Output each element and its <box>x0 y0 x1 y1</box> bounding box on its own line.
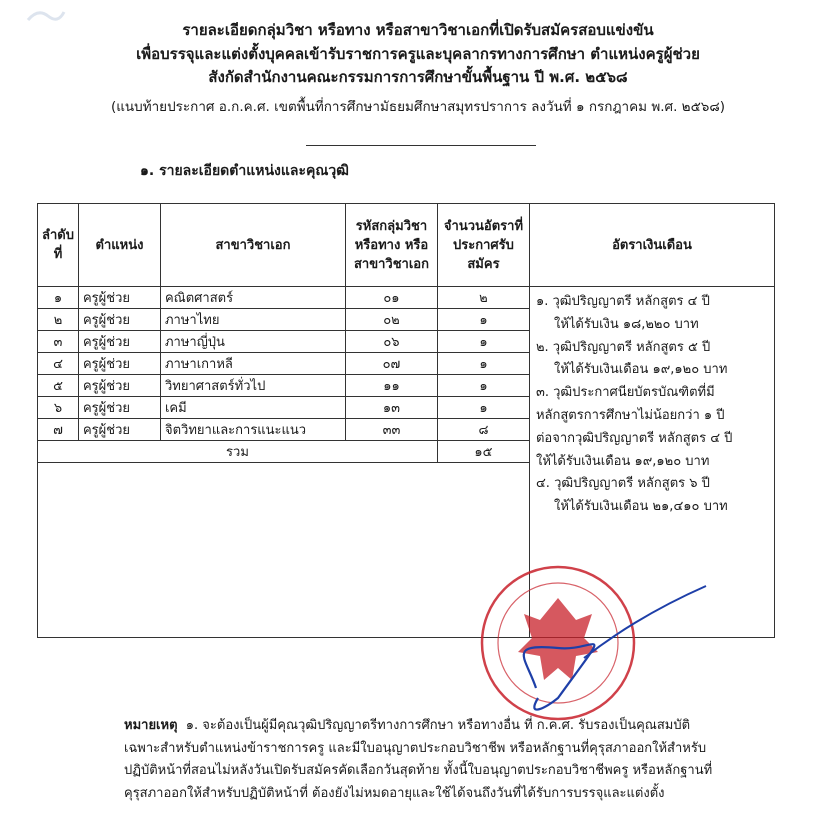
document-title-line-3: สังกัดสำนักงานคณะกรรมการการศึกษาขั้นพื้นฐาน ปี พ.ศ. ๒๕๖๘ <box>208 68 628 86</box>
cell-count: ๑ <box>437 331 529 353</box>
cell-count: ๑ <box>437 353 529 375</box>
document-title-line-1: รายละเอียดกลุ่มวิชา หรือทาง หรือสาขาวิชาเอกที่เปิดรับสมัครสอบแข่งขัน <box>182 21 654 39</box>
cell-major: ภาษาเกาหลี <box>160 353 345 375</box>
cell-code: ๐๑ <box>345 287 437 309</box>
cell-no: ๑ <box>38 287 79 309</box>
cell-position: ครูผู้ช่วย <box>78 375 160 397</box>
salary-line: ๑. วุฒิปริญญาตรี หลักสูตร ๔ ปี <box>535 294 710 309</box>
header-no: ลำดับที่ <box>38 204 79 287</box>
cell-count: ๑ <box>437 309 529 331</box>
cell-major: วิทยาศาสตร์ทั่วไป <box>160 375 345 397</box>
document-title-line-2: เพื่อบรรจุและแต่งตั้งบุคคลเข้ารับราชการครูและบุคลากรทางการศึกษา ตำแหน่งครูผู้ช่วย <box>136 45 700 63</box>
cell-major: คณิตศาสตร์ <box>160 287 345 309</box>
cell-position: ครูผู้ช่วย <box>78 331 160 353</box>
cell-position: ครูผู้ช่วย <box>78 353 160 375</box>
salary-line: ๒. วุฒิปริญญาตรี หลักสูตร ๕ ปี <box>535 339 711 355</box>
cell-major: ภาษาญี่ปุ่น <box>160 331 345 353</box>
header-count: จำนวนอัตราที่ประกาศรับสมัคร <box>437 204 529 287</box>
cell-code: ๑๓ <box>345 397 437 419</box>
header-major: สาขาวิชาเอก <box>160 204 345 287</box>
cell-count: ๑ <box>437 375 529 397</box>
cell-count: ๘ <box>437 419 529 441</box>
salary-line: ให้ได้รับเงิน ๑๘,๒๒๐ บาท <box>553 316 699 332</box>
cell-major: ภาษาไทย <box>160 309 345 331</box>
divider <box>306 145 536 146</box>
official-seal <box>466 548 716 727</box>
table-header-row <box>38 204 775 287</box>
cell-no: ๗ <box>38 419 79 441</box>
note-line: ๑. จะต้องเป็นผู้มีคุณวุฒิปริญญาตรีทางการศึกษา หรือทางอื่น ที่ ก.ค.ศ. รับรองเป็นคุณสมบัติ <box>185 718 691 733</box>
cell-position: ครูผู้ช่วย <box>78 287 160 309</box>
header-code: รหัสกลุ่มวิชา หรือทาง หรือ สาขาวิชาเอก <box>345 204 437 287</box>
cell-code: ๐๗ <box>345 353 437 375</box>
document-subtitle: (แนบท้ายประกาศ อ.ก.ค.ศ. เขตพื้นที่การศึกษามัธยมศึกษาสมุทรปราการ ลงวันที่ ๑ กรกฎาคม พ.ศ. ๒๕๖๘) <box>110 99 726 115</box>
cell-no: ๓ <box>38 331 79 353</box>
salary-line: ให้ได้รับเงินเดือน ๑๙,๑๒๐ บาท <box>535 453 710 469</box>
cell-position: ครูผู้ช่วย <box>78 419 160 441</box>
header-position: ตำแหน่ง <box>78 204 160 287</box>
salary-line: ให้ได้รับเงินเดือน ๑๙,๑๒๐ บาท <box>553 362 728 378</box>
cell-count: ๑ <box>437 397 529 419</box>
cell-no: ๕ <box>38 375 79 397</box>
cell-count: ๒ <box>437 287 529 309</box>
header-salary: อัตราเงินเดือน <box>529 204 774 287</box>
total-value: ๑๕ <box>437 441 529 463</box>
salary-line: หลักสูตรการศึกษาไม่น้อยกว่า ๑ ปี <box>535 407 725 423</box>
cell-major: เคมี <box>160 397 345 419</box>
salary-line: ให้ได้รับเงินเดือน ๒๑,๔๑๐ บาท <box>553 499 728 515</box>
note-line: ปฏิบัติหน้าที่สอนไม่หลังวันเปิดรับสมัครคัดเลือกวันสุดท้าย ทั้งนี้ใบอนุญาตประกอบวิชาชีพครู หรือหลักฐานที่ <box>124 763 713 778</box>
salary-line: ๔. วุฒิปริญญาตรี หลักสูตร ๖ ปี <box>535 476 710 492</box>
total-label: รวม <box>38 441 438 463</box>
cell-code: ๓๓ <box>345 419 437 441</box>
cell-code: ๐๒ <box>345 309 437 331</box>
section-title: ๑. รายละเอียดตำแหน่งและคุณวุฒิ <box>140 163 349 179</box>
salary-line: ต่อจากวุฒิปริญญาตรี หลักสูตร ๔ ปี <box>535 430 733 446</box>
cell-code: ๐๖ <box>345 331 437 353</box>
cell-no: ๖ <box>38 397 79 419</box>
cell-position: ครูผู้ช่วย <box>78 309 160 331</box>
cell-no: ๔ <box>38 353 79 375</box>
note-block <box>124 715 804 805</box>
cell-major: จิตวิทยาและการแนะแนว <box>160 419 345 441</box>
note-line: คุรุสภาออกให้สำหรับปฏิบัติหน้าที่ ต้องยังไม่หมดอายุและใช้ได้จนถึงวันที่ได้รับการบรรจุและแต่งตั้ง <box>124 785 665 801</box>
cell-code: ๑๑ <box>345 375 437 397</box>
salary-line: ๓. วุฒิประกาศนียบัตรบัณฑิตที่มี <box>535 385 715 401</box>
table-row <box>38 287 775 309</box>
cell-no: ๒ <box>38 309 79 331</box>
note-line: เฉพาะสำหรับตำแหน่งข้าราชการครู และมีใบอนุญาตประกอบวิชาชีพ หรือหลักฐานที่คุรุสภาออกให้สำหรับ <box>124 740 707 756</box>
blank-cell <box>38 463 530 638</box>
note-label: หมายเหตุ <box>124 718 178 733</box>
cell-position: ครูผู้ช่วย <box>78 397 160 419</box>
